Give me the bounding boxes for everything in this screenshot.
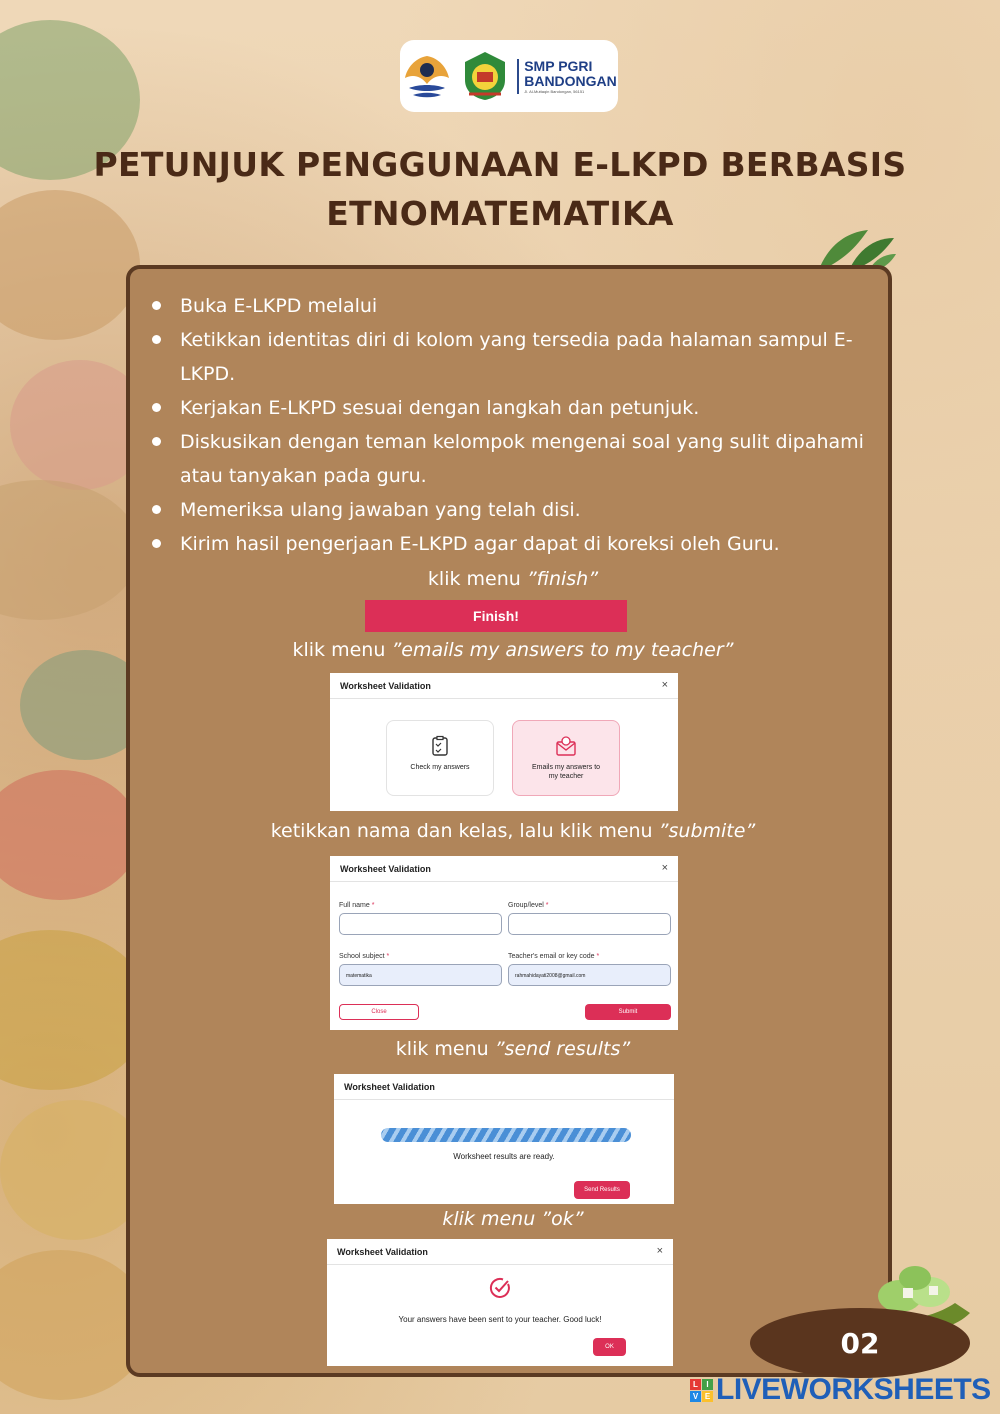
school-subject-label bbox=[339, 953, 389, 960]
liveworksheets-logo-icon bbox=[690, 1379, 713, 1402]
school-name-line1: SMP PGRI bbox=[524, 57, 593, 74]
page-title: PETUNJUK PENGGUNAAN E-LKPD BERBASIS ETNOMATEMATIKA bbox=[93, 145, 907, 233]
step-submit-caption bbox=[130, 818, 896, 844]
group-level-field[interactable] bbox=[508, 913, 671, 935]
label-text: Teacher's email or key code bbox=[508, 953, 595, 960]
send-results-dialog-screenshot bbox=[334, 1074, 674, 1204]
dialog-header bbox=[330, 673, 678, 699]
required-mark: * bbox=[545, 902, 549, 909]
teacher-email-field[interactable]: rahmahidayati2008@gmail.com bbox=[508, 964, 671, 986]
sent-message: Your answers have been sent to your teacher. Good luck! bbox=[398, 1315, 602, 1324]
page-number: 02 bbox=[750, 1308, 970, 1378]
clipboard-icon bbox=[429, 735, 451, 757]
school-seal-icon bbox=[461, 50, 509, 102]
caption-italic: ”submite” bbox=[658, 820, 756, 842]
close-button[interactable]: Close bbox=[339, 1004, 419, 1020]
list-item: Ketikkan identitas diri di kolom yang tersedia pada halaman sampul E-LKPD. bbox=[150, 323, 885, 391]
close-icon[interactable]: × bbox=[656, 1245, 663, 1257]
required-mark: * bbox=[386, 953, 390, 960]
envelope-icon bbox=[555, 735, 577, 757]
caption-italic: klik menu ”ok” bbox=[442, 1208, 584, 1230]
step-finish-caption bbox=[130, 566, 896, 592]
brand-wordmark: LIVEWORKSHEETS bbox=[716, 1373, 991, 1406]
institution-logos bbox=[400, 40, 618, 112]
dialog-title: Worksheet Validation bbox=[344, 1082, 435, 1092]
university-logo-icon bbox=[401, 48, 453, 104]
caption-italic: ”finish” bbox=[526, 568, 599, 590]
brand-letter: L bbox=[690, 1379, 701, 1390]
dialog-header bbox=[330, 856, 678, 882]
step-email-caption bbox=[130, 637, 896, 663]
list-item: Diskusikan dengan teman kelompok mengenai soal yang sulit dipahami atau tanyakan pada guru. bbox=[150, 425, 885, 493]
group-level-label bbox=[508, 902, 548, 909]
check-answers-option[interactable] bbox=[386, 720, 494, 796]
instruction-panel bbox=[126, 265, 892, 1377]
school-name-line2: BANDONGAN bbox=[524, 72, 617, 89]
list-item: Buka E-LKPD melalui bbox=[150, 289, 885, 323]
submit-button[interactable]: Submit bbox=[585, 1004, 671, 1020]
validation-dialog-screenshot bbox=[330, 673, 678, 811]
send-results-button[interactable]: Send Results bbox=[574, 1181, 630, 1199]
teacher-email-label bbox=[508, 953, 599, 960]
check-circle-icon bbox=[488, 1276, 512, 1300]
liveworksheets-brand bbox=[690, 1374, 991, 1406]
progress-bar bbox=[381, 1128, 631, 1142]
email-answers-label: Emails my answers to my teacher bbox=[531, 764, 601, 780]
caption-text: klik menu bbox=[395, 1038, 495, 1060]
caption-text: klik menu bbox=[427, 568, 527, 590]
list-item: Kerjakan E-LKPD sesuai dengan langkah dan petunjuk. bbox=[150, 391, 885, 425]
dialog-title: Worksheet Validation bbox=[340, 681, 431, 691]
school-subject-field[interactable]: matematika bbox=[339, 964, 502, 986]
form-dialog-screenshot bbox=[330, 856, 678, 1030]
full-name-label bbox=[339, 902, 374, 909]
close-icon[interactable]: × bbox=[661, 679, 668, 691]
required-mark: * bbox=[371, 902, 375, 909]
ok-button[interactable]: OK bbox=[593, 1338, 626, 1356]
confirmation-dialog-screenshot bbox=[327, 1239, 673, 1366]
email-answers-option[interactable] bbox=[512, 720, 620, 796]
brand-letter: E bbox=[702, 1391, 713, 1402]
school-address: Jl. Al-Muttaqin Bandongan, 56151 bbox=[524, 88, 585, 94]
step-send-caption bbox=[130, 1036, 896, 1062]
caption-italic: ”emails my answers to my teacher” bbox=[391, 639, 734, 661]
full-name-field[interactable] bbox=[339, 913, 502, 935]
dialog-header bbox=[327, 1239, 673, 1265]
label-text: Full name bbox=[339, 902, 370, 909]
check-answers-label: Check my answers bbox=[410, 764, 470, 771]
caption-text: ketikkan nama dan kelas, lalu klik menu bbox=[270, 820, 659, 842]
label-text: School subject bbox=[339, 953, 385, 960]
required-mark: * bbox=[596, 953, 600, 960]
step-ok-caption bbox=[130, 1206, 896, 1232]
close-icon[interactable]: × bbox=[661, 862, 668, 874]
label-text: Group/level bbox=[508, 902, 544, 909]
dialog-header bbox=[334, 1074, 674, 1100]
dialog-title: Worksheet Validation bbox=[337, 1247, 428, 1257]
caption-text: klik menu bbox=[292, 639, 392, 661]
caption-italic: ”send results” bbox=[494, 1038, 631, 1060]
brand-letter: V bbox=[690, 1391, 701, 1402]
brand-letter: I bbox=[702, 1379, 713, 1390]
results-ready-text: Worksheet results are ready. bbox=[453, 1152, 555, 1161]
school-name-text bbox=[517, 59, 617, 94]
dialog-title: Worksheet Validation bbox=[340, 864, 431, 874]
list-item: Kirim hasil pengerjaan E-LKPD agar dapat di koreksi oleh Guru. bbox=[150, 527, 885, 561]
list-item: Memeriksa ulang jawaban yang telah disi. bbox=[150, 493, 885, 527]
instruction-list bbox=[150, 289, 885, 561]
finish-button[interactable]: Finish! bbox=[365, 600, 627, 632]
